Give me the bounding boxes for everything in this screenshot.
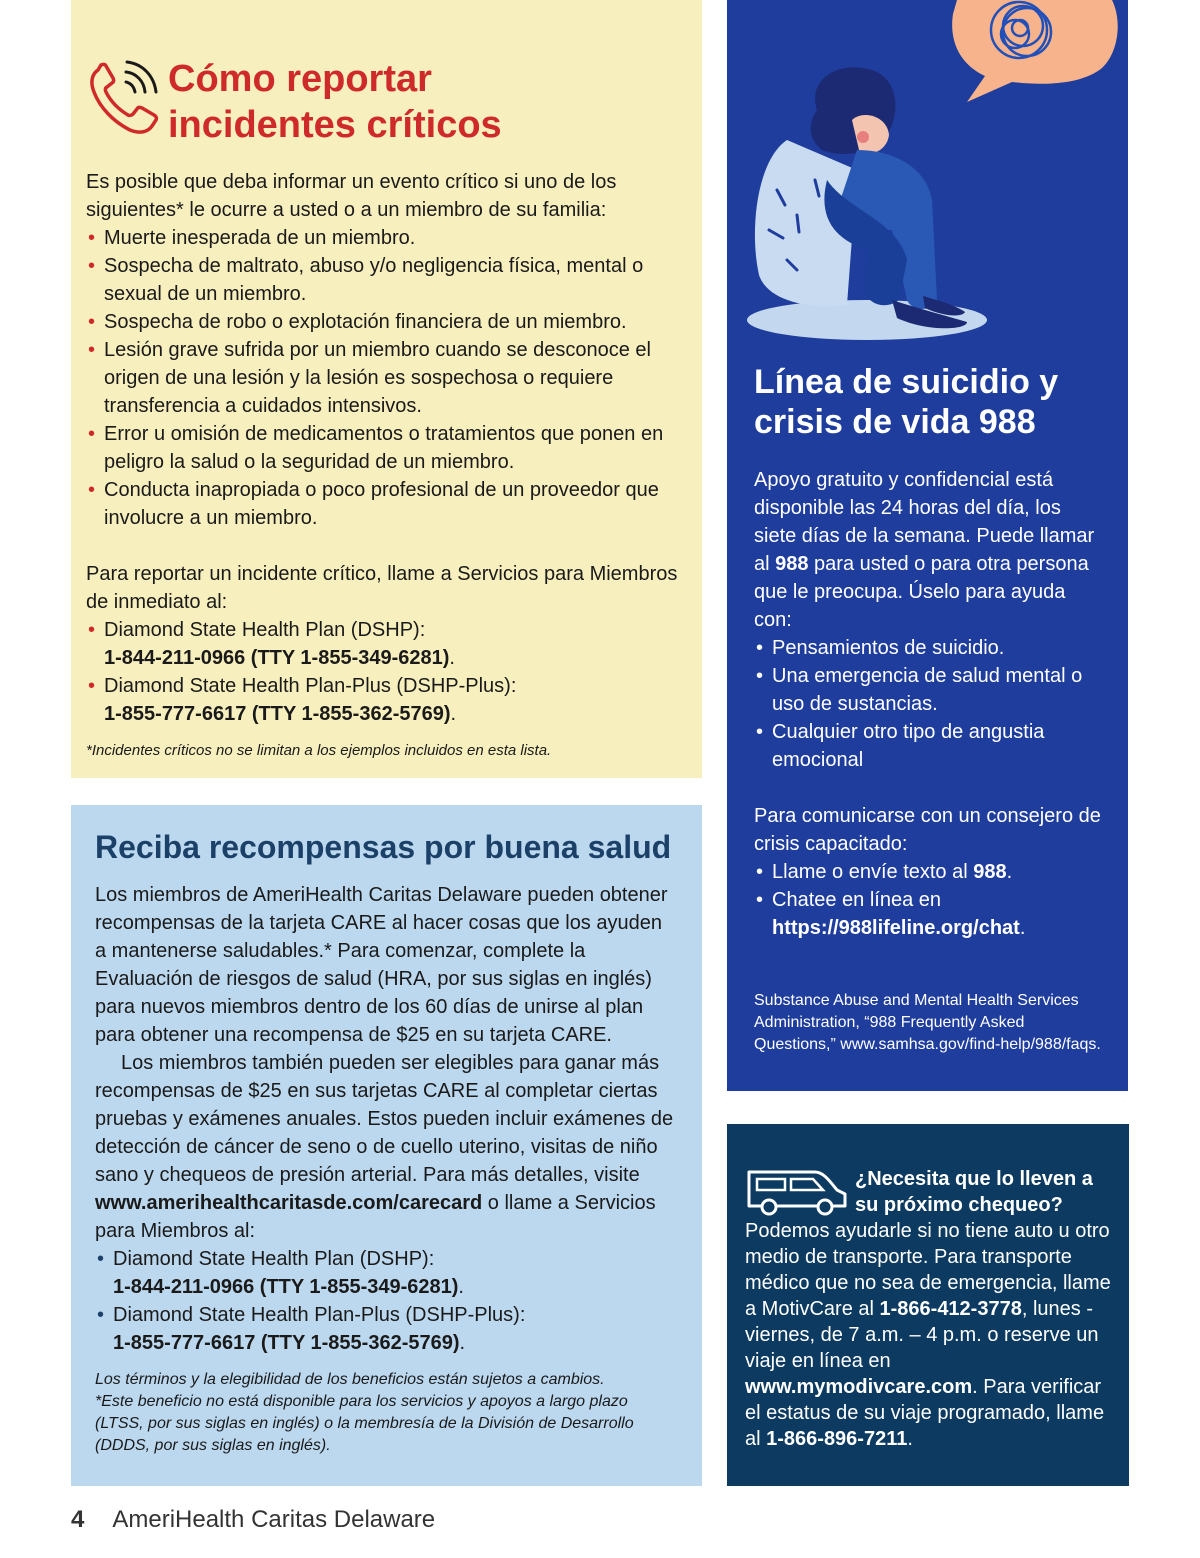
transport-head (745, 1166, 1111, 1218)
plan-phone[interactable]: 1-844-211-0966 (TTY 1-855-349-6281) (104, 647, 450, 669)
list-item: • Cualquier otro tipo de angustia emocional (754, 718, 1102, 774)
plan-phone[interactable]: 1-844-211-0966 (TTY 1-855-349-6281) (113, 1276, 459, 1298)
list-item: • Chatee en línea en https://988lifeline.org/chat. (754, 886, 1102, 942)
crisis-intro (754, 466, 1102, 634)
transport-body (745, 1218, 1111, 1452)
critical-title-wrap (86, 56, 684, 148)
rewards-panel (71, 805, 702, 1486)
critical-title-line1: Cómo reportar (168, 58, 432, 100)
critical-body (86, 168, 684, 728)
crisis-contact-list (754, 858, 1102, 942)
contact-call-text: Llame o envíe texto al (772, 861, 974, 883)
sad-woman-illustration (727, 0, 1128, 360)
transport-text-c: . Para verificar el estatus de su viaje programado, llame al (745, 1376, 1105, 1450)
rewards-plans-list (95, 1245, 678, 1357)
plan-phone[interactable]: 1-855-777-6617 (TTY 1-855-362-5769) (113, 1332, 460, 1354)
contact-call-number[interactable]: 988 (973, 861, 1007, 883)
transport-text-b: , lunes - viernes, de 7 a.m. – 4 p.m. o reserve un viaje en línea en (745, 1298, 1099, 1372)
crisis-contact-text: Para comunicarse con un consejero de crisis capacitado: (754, 805, 1101, 855)
list-item: • Muerte inesperada de un miembro. (86, 224, 684, 252)
crisis-body (754, 466, 1102, 942)
transport-panel (727, 1124, 1129, 1486)
rewards-foot2: *Este beneficio no está disponible para los servicios y apoyos a largo plazo (LTSS, por sus siglas en inglés) o la membresía de la División de Desarrollo (DDDS, por sus siglas en inglés). (95, 1393, 634, 1454)
plan-name: Diamond State Health Plan (DSHP): (113, 1248, 435, 1270)
transport-heading: ¿Necesita que lo lleven a su próximo chequeo? (855, 1168, 1093, 1216)
list-item: • Sospecha de robo o explotación financiera de un miembro. (86, 308, 684, 336)
critical-footnote: *Incidentes críticos no se limitan a los ejemplos incluidos en esta lista. (86, 742, 552, 759)
rewards-para2-end: o llame a Servicios para Miembros al: (95, 1192, 656, 1242)
list-item: • Lesión grave sufrida por un miembro cuando se desconoce el origen de una lesión y la lesión es sospechosa o requiere transferencia a cuidados intensivos. (86, 336, 684, 420)
rewards-para2 (95, 1049, 678, 1245)
plan-item: • Diamond State Health Plan-Plus (DSHP-Plus): 1-855-777-6617 (TTY 1-855-362-5769). (86, 672, 684, 728)
critical-title-line2: incidentes críticos (168, 104, 502, 146)
carecard-link[interactable]: www.amerihealthcaritasde.com/carecard (95, 1192, 483, 1214)
plan-name: Diamond State Health Plan (DSHP): (104, 619, 426, 641)
critical-report-text: Para reportar un incidente crítico, llame a Servicios para Miembros de inmediato al: (86, 563, 678, 613)
modivcare-link[interactable]: www.mymodivcare.com (745, 1376, 973, 1398)
page-footer (71, 1505, 435, 1535)
transport-text-d: . (907, 1428, 913, 1450)
plan-item: • Diamond State Health Plan (DSHP): 1-844-211-0966 (TTY 1-855-349-6281). (86, 616, 684, 672)
lifeline-chat-link[interactable]: https://988lifeline.org/chat (772, 917, 1020, 939)
footer-brand: AmeriHealth Caritas Delaware (112, 1506, 436, 1533)
list-item: • Conducta inapropiada o poco profesional de un proveedor que involucre a un miembro. (86, 476, 684, 532)
list-item: • Error u omisión de medicamentos o tratamientos que ponen en peligro la salud o la seguridad de un miembro. (86, 420, 684, 476)
list-item: • Pensamientos de suicidio. (754, 634, 1102, 662)
van-icon (745, 1166, 849, 1216)
critical-plans-list (86, 616, 684, 728)
crisis-source: Substance Abuse and Mental Health Services Administration, “988 Frequently Asked Questions,” www.samhsa.gov/find-help/988/faqs. (754, 992, 1101, 1053)
critical-list (86, 224, 684, 532)
crisis-list (754, 634, 1102, 774)
rewards-foot1: Los términos y la elegibilidad de los beneficios están sujetos a cambios. (95, 1371, 605, 1388)
plan-phone[interactable]: 1-855-777-6617 (TTY 1-855-362-5769) (104, 703, 451, 725)
crisis-intro-text: Apoyo gratuito y confidencial está disponible las 24 horas del día, los siete días de la semana. Puede llamar al (754, 469, 1095, 575)
crisis-intro-end: para usted o para otra persona que le preocupa. Úselo para ayuda con: (754, 553, 1089, 631)
list-item: • Sospecha de maltrato, abuso y/o negligencia física, mental o sexual de un miembro. (86, 252, 684, 308)
crisis-title-line1: Línea de suicidio y (754, 363, 1059, 401)
plan-item: • Diamond State Health Plan-Plus (DSHP-Plus): 1-855-777-6617 (TTY 1-855-362-5769). (95, 1301, 678, 1357)
crisis-title-line2: crisis de vida 988 (754, 403, 1036, 441)
list-item: • Llame o envíe texto al 988. (754, 858, 1102, 886)
rewards-para2-text: Los miembros también pueden ser elegibles para ganar más recompensas de $25 en sus tarjetas CARE al completar ciertas pruebas y exámenes anuales. Estos pueden incluir exámenes de detección de cáncer de seno o de cuello uterino, visitas de niño sano y chequeos de presión arterial. Para más detalles, visite (95, 1052, 674, 1186)
rewards-body (95, 881, 678, 1357)
critical-intro: Es posible que deba informar un evento crítico si uno de los siguientes* le ocurre a usted o a un miembro de su familia: (86, 171, 617, 221)
phone-ringing-icon (86, 56, 162, 136)
transport-text-a: Podemos ayudarle si no tiene auto u otro medio de transporte. Para transporte médico que no sea de emergencia, llame a MotivCare al (745, 1220, 1111, 1320)
crisis-title (754, 362, 1102, 442)
rewards-para1: Los miembros de AmeriHealth Caritas Delaware pueden obtener recompensas de la tarjeta CARE al hacer cosas que los ayuden a mantenerse saludables.* Para comenzar, complete la Evaluación de riesgos de salud (HRA, por sus siglas en inglés) para nuevos miembros dentro de los 60 días de unirse al plan para obtener una recompensa de $25 en su tarjeta CARE. (95, 884, 668, 1046)
trip-status-phone[interactable]: 1-866-896-7211 (766, 1428, 908, 1450)
list-item: • Una emergencia de salud mental o uso de sustancias. (754, 662, 1102, 718)
rewards-footnotes (95, 1369, 678, 1457)
plan-name: Diamond State Health Plan-Plus (DSHP-Plus): (104, 675, 517, 697)
crisis-line-panel (727, 0, 1128, 1091)
plan-name: Diamond State Health Plan-Plus (DSHP-Plus): (113, 1304, 526, 1326)
page-number: 4 (71, 1506, 85, 1533)
critical-title (168, 56, 502, 148)
critical-incidents-panel (71, 0, 702, 778)
crisis-intro-number[interactable]: 988 (775, 553, 809, 575)
plan-item: • Diamond State Health Plan (DSHP): 1-844-211-0966 (TTY 1-855-349-6281). (95, 1245, 678, 1301)
contact-chat-text: Chatee en línea en (772, 889, 942, 911)
rewards-title: Reciba recompensas por buena salud (95, 829, 672, 865)
motivcare-phone[interactable]: 1-866-412-3778 (879, 1298, 1022, 1320)
